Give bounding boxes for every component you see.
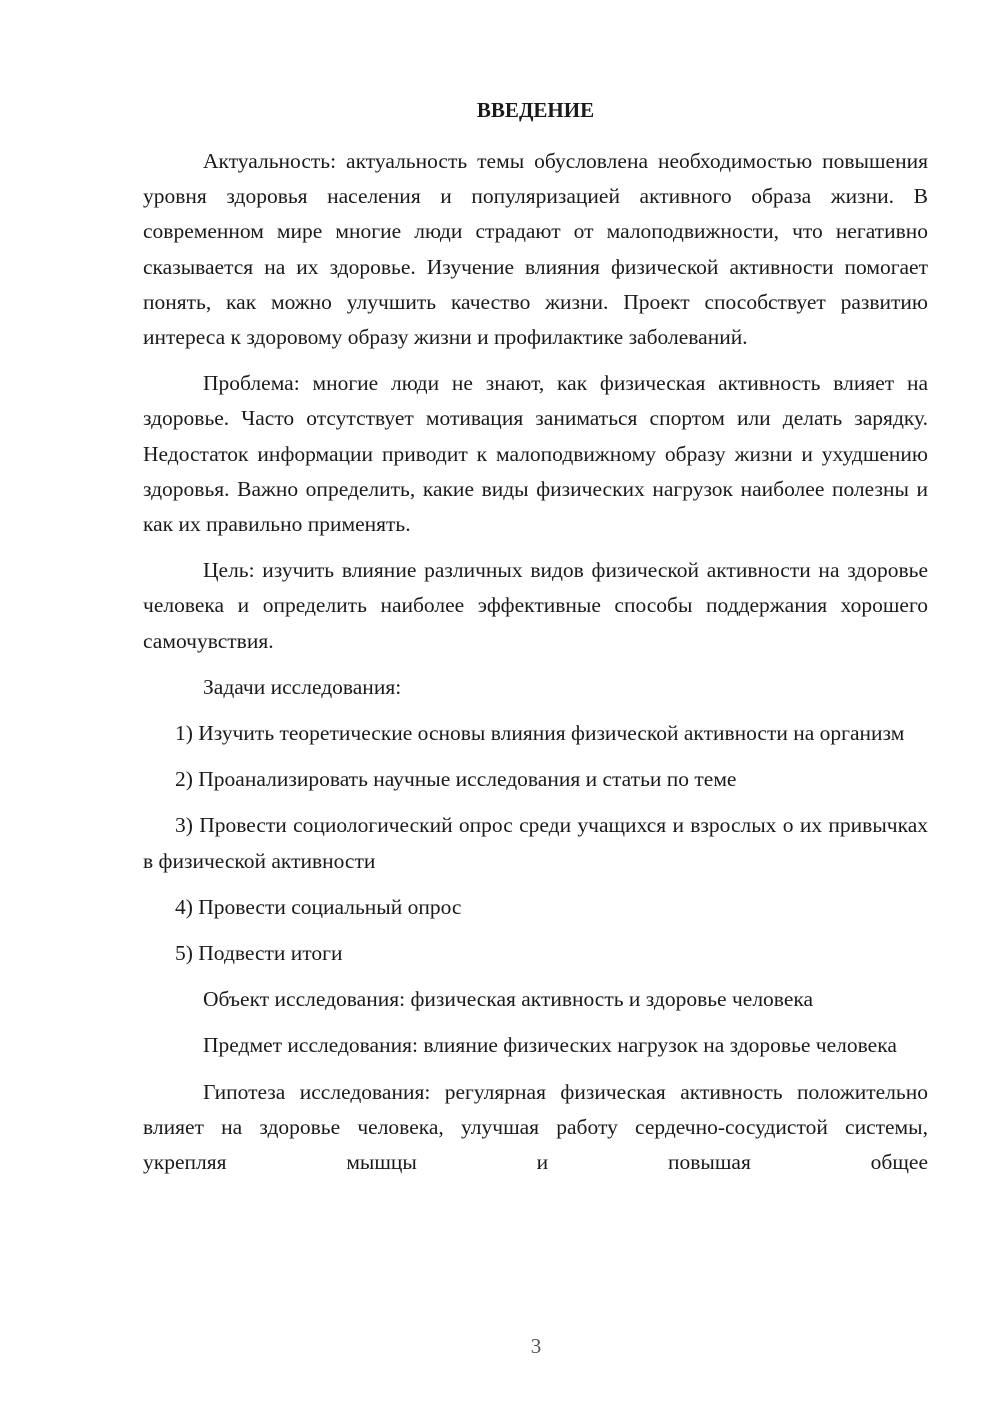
task-item-4: 4) Провести социальный опрос bbox=[175, 894, 462, 919]
problem-paragraph: Проблема: многие люди не знают, как физическая активность влияет на здоровье. Часто отсутствует мотивация заниматься спортом или делать зарядку. Недостаток информации приводит к малоподвижному образу жизни и ухудшению здоровья. Важно определить, какие виды физических нагрузок наиболее полезны и как их правильно применять. bbox=[143, 371, 928, 537]
relevance-paragraph: Актуальность: актуальность темы обусловлена необходимостью повышения уровня здоровья населения и популяризацией активного образа жизни. В современном мире многие люди страдают от малоподвижности, что негативно сказывается на их здоровье. Изучение влияния физической активности помогает понять, как можно улучшить качество жизни. Проект способствует развитию интереса к здоровому образу жизни и профилактике заболеваний. bbox=[143, 149, 928, 350]
task-item-3: 3) Провести социологический опрос среди учащихся и взрослых о их привычках в физической активности bbox=[143, 813, 928, 873]
document-page bbox=[143, 94, 928, 1180]
task-item-5: 5) Подвести итоги bbox=[175, 941, 343, 966]
section-title: ВВЕДЕНИЕ bbox=[476, 98, 595, 122]
task-item-2: 2) Проанализировать научные исследования и статьи по теме bbox=[175, 767, 737, 792]
research-subject: Предмет исследования: влияние физических нагрузок на здоровье человека bbox=[203, 1033, 897, 1058]
page-number: 3 bbox=[530, 1334, 542, 1358]
task-item-1: 1) Изучить теоретические основы влияния физической активности на организм bbox=[175, 721, 905, 746]
research-object: Объект исследования: физическая активность и здоровье человека bbox=[203, 987, 814, 1012]
goal-paragraph: Цель: изучить влияние различных видов физической активности на здоровье человека и определить наиболее эффективные способы поддержания хорошего самочувствия. bbox=[143, 558, 928, 653]
research-hypothesis: Гипотеза исследования: регулярная физическая активность положительно влияет на здоровье человека, улучшая работу сердечно-сосудистой системы, укрепляя мышцы и повышая общее bbox=[143, 1079, 928, 1175]
tasks-heading: Задачи исследования: bbox=[203, 674, 402, 699]
